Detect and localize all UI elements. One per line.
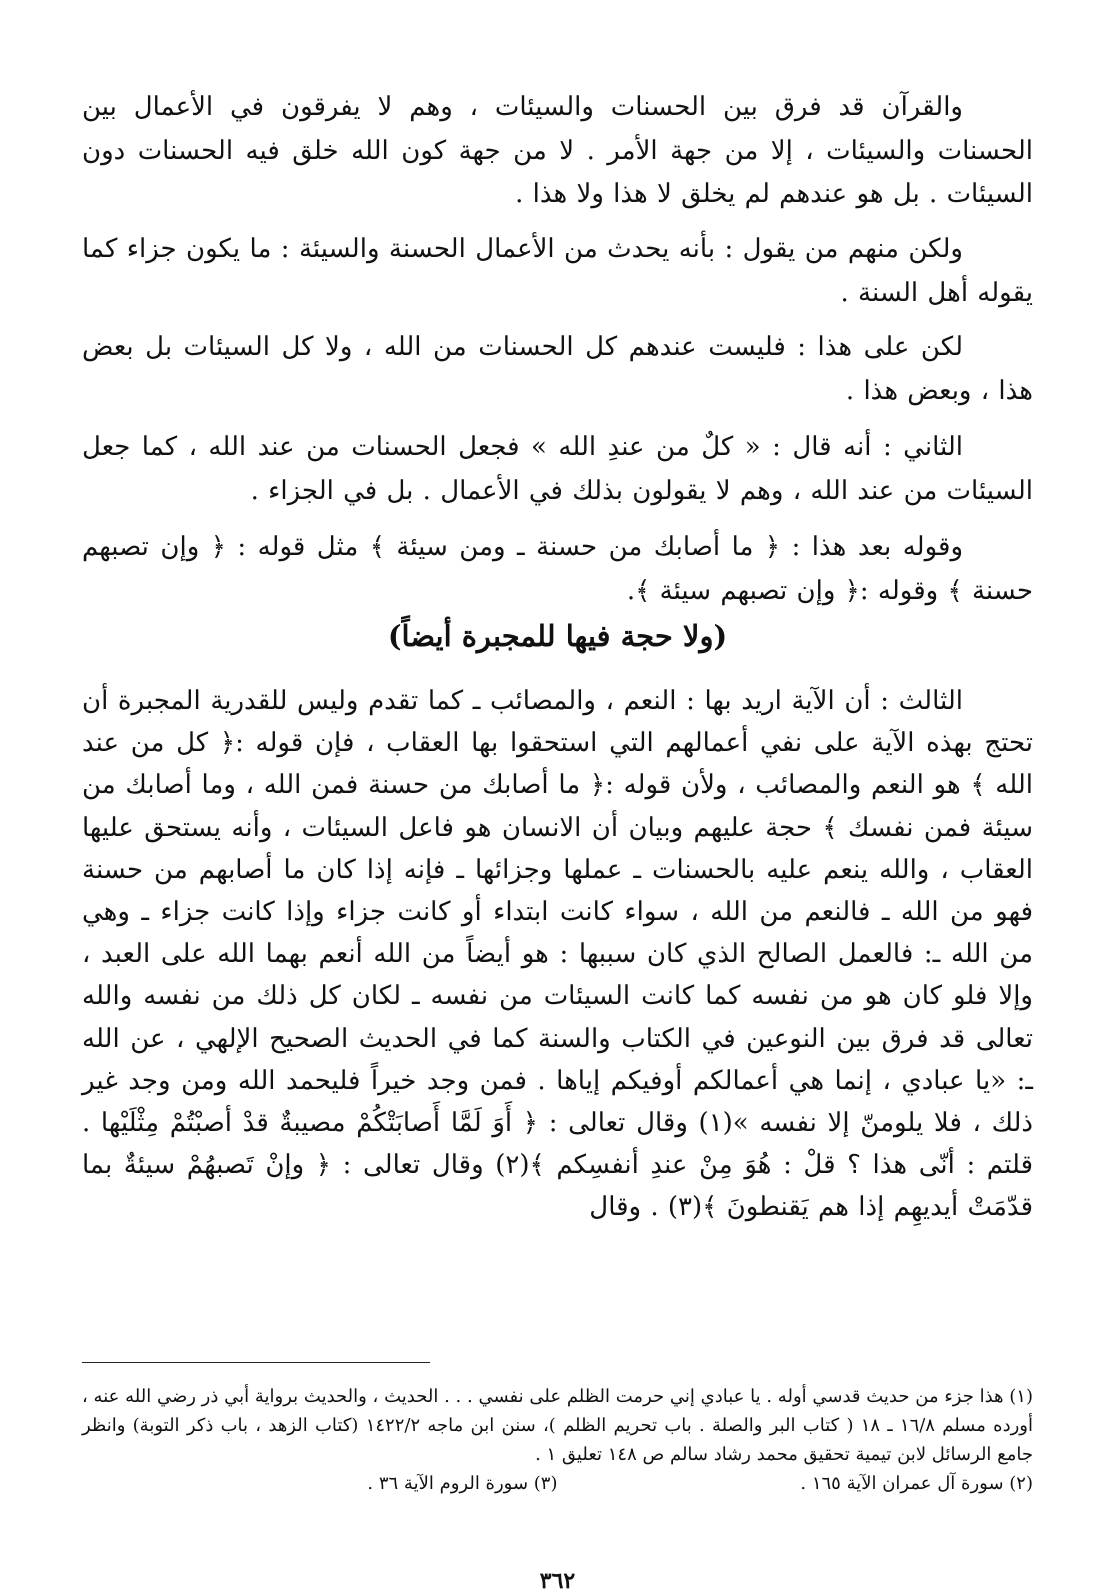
- document-page: [82, 86, 1033, 1594]
- section-heading: (ولا حجة فيها للمجبرة أيضاً): [387, 619, 728, 653]
- paragraph-4: الثاني : أنه قال : « كلٌ من عندِ الله » فجعل الحسنات من عند الله ، كما جعل السيئات من عند الله ، وهم لا يقولون بذلك في الأعمال . بل في الجزاء .: [82, 432, 1033, 506]
- footnote-1: (١) هذا جزء من حديث قدسي أوله . يا عبادي إني حرمت الظلم على نفسي . . . الحديث ، والحديث برواية أبي ذر رضي الله عنه ، أورده مسلم ١٦/٨ ـ ١٨ ( كتاب البر والصلة . باب تحريم الظلم )، سنن ابن ماجه ١٤٢٢/٢ (كتاب الزهد ، باب ذكر التوبة) وانظر جامع الرسائل لابن تيمية تحقيق محمد رشاد سالم ص ١٤٨ تعليق ١ .: [82, 1386, 1033, 1465]
- footnote-2: (٢) سورة آل عمران الآية ١٦٥ .: [800, 1473, 1033, 1494]
- footnote-row: [82, 1469, 1033, 1498]
- footnotes: [82, 1382, 1033, 1498]
- paragraph-2: ولكن منهم من يقول : بأنه يحدث من الأعمال الحسنة والسيئة : ما يكون جزاء كما يقوله أهل السنة .: [82, 234, 1033, 308]
- footnote-divider: [82, 1362, 430, 1363]
- page-number: ٣٦٢: [539, 1568, 576, 1594]
- main-paragraph: الثالث : أن الآية اريد بها : النعم ، والمصائب ـ كما تقدم وليس للقدرية المجبرة أن تحتج بهذه الآية على نفي أعمالهم التي استحقوا بها العقاب ، فإن قوله :﴿ كل من عند الله ﴾ هو النعم والمصائب ، ولأن قوله :﴿ ما أصابك من حسنة فمن الله ، وما أصابك من سيئة فمن نفسك ﴾ حجة عليهم وبيان أن الانسان هو فاعل السيئات ، وأنه يستحق عليها العقاب ، والله ينعم عليه بالحسنات ـ عملها وجزائها ـ فإنه إذا كان ما أصابهم من حسنة فهو من الله ـ فالنعم من الله ، سواء كانت ابتداء أو كانت جزاء وإذا كانت جزاء ـ وهي من الله ـ: فالعمل الصالح الذي كان سببها : هو أيضاً من الله أنعم بهما الله على العبد ، وإلا فلو كان هو من نفسه كما كانت السيئات من نفسه ـ لكان كل ذلك من نفسه والله تعالى قد فرق بين النوعين في الكتاب والسنة كما في الحديث الصحيح الإلهي ، عن الله ـ: «يا عبادي ، إنما هي أعمالكم أوفيكم إياها . فمن وجد خيراً فليحمد الله ومن وجد غير ذلك ، فلا يلومنّ إلا نفسه »(١) وقال تعالى : ﴿ أَوَ لَمَّا أَصابَتْكُمْ مصيبةٌ قدْ أصبْتُمْ مِثْلَيْها . قلتم : أنّى هذا ؟ قلْ : هُوَ مِنْ عندِ أنفسِكم ﴾(٢) وقال تعالى : ﴿ وإنْ تَصبهُمْ سيئةٌ بما قدّمَتْ أيديهِم إذا هم يَقنطونَ ﴾(٣) . وقال: [82, 686, 1033, 1223]
- paragraph-1: والقرآن قد فرق بين الحسنات والسيئات ، وهم لا يفرقون في الأعمال بين الحسنات والسيئات ، إلا من جهة الأمر . لا من جهة كون الله خلق فيه الحسنات دون السيئات . بل هو عندهم لم يخلق لا هذا ولا هذا .: [82, 92, 1033, 209]
- paragraph-3: لكن على هذا : فليست عندهم كل الحسنات من الله ، ولا كل السيئات بل بعض هذا ، وبعض هذا .: [82, 332, 1033, 406]
- footnote-3: (٣) سورة الروم الآية ٣٦ .: [367, 1473, 558, 1494]
- paragraph-5: وقوله بعد هذا : ﴿ ما أصابك من حسنة ـ ومن سيئة ﴾ مثل قوله : ﴿ وإن تصبهم حسنة ﴾ وقوله :﴿ وإن تصبهم سيئة ﴾.: [82, 532, 1033, 606]
